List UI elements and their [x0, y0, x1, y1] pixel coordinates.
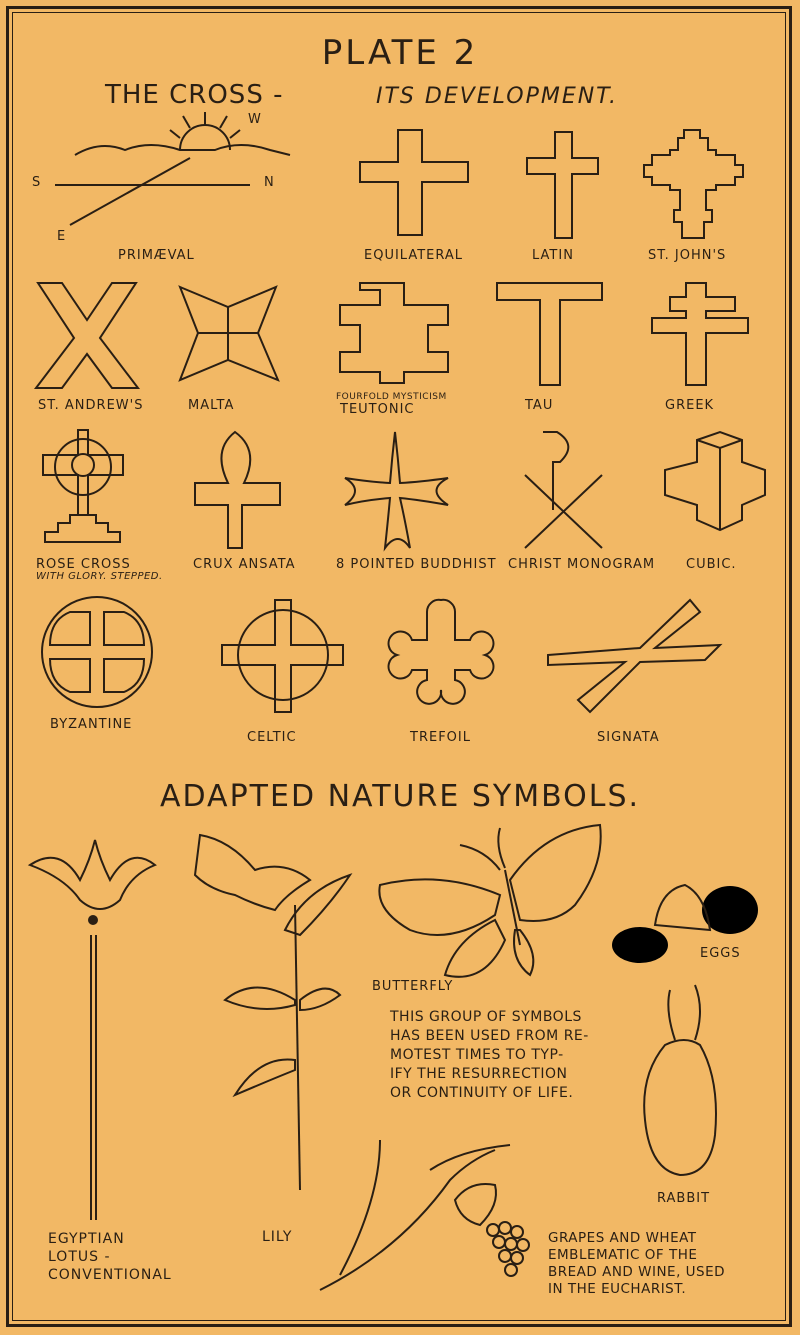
tau-cross — [497, 283, 602, 385]
label-cubic: CUBIC. — [686, 557, 737, 572]
resurrection-paragraph — [390, 1008, 640, 1103]
label-crux-ansata: CRUX ANSATA — [193, 557, 296, 572]
label-trefoil: TREFOIL — [410, 730, 471, 745]
label-teutonic: TEUTONIC — [340, 402, 415, 417]
label-tau: TAU — [525, 398, 554, 413]
label-eggs: EGGS — [700, 946, 741, 961]
byzantine-cross — [42, 597, 152, 707]
paragraph-line: THIS GROUP OF SYMBOLS — [390, 1009, 582, 1025]
label-lotus — [48, 1230, 172, 1284]
plate-subtitle-italic: ITS DEVELOPMENT. — [376, 84, 618, 109]
label-buddhist: 8 POINTED BUDDHIST — [336, 557, 497, 572]
lotus-line: CONVENTIONAL — [48, 1267, 172, 1283]
label-latin: LATIN — [532, 248, 574, 263]
malta-cross — [180, 287, 278, 380]
label-malta: MALTA — [188, 398, 235, 413]
paragraph-line: MOTEST TIMES TO TYP- — [390, 1047, 564, 1063]
nature-heading: ADAPTED NATURE SYMBOLS. — [159, 779, 641, 814]
label-byzantine: BYZANTINE — [50, 717, 133, 732]
label-rose-cross-note: WITH GLORY. STEPPED. — [36, 571, 163, 582]
rabbit-drawing — [644, 985, 716, 1175]
celtic-cross — [222, 600, 343, 712]
label-teutonic-note: FOURFOLD MYSTICISM — [336, 392, 447, 402]
compass-e: E — [57, 229, 67, 244]
label-butterfly: BUTTERFLY — [372, 979, 454, 994]
christ-monogram — [525, 432, 602, 548]
equilateral-cross — [360, 130, 468, 235]
butterfly-drawing — [379, 825, 600, 977]
lotus-line: LOTUS - — [48, 1249, 111, 1265]
label-equilateral: EQUILATERAL — [364, 248, 464, 263]
label-signata: SIGNATA — [597, 730, 660, 745]
latin-cross — [527, 132, 598, 238]
paragraph-line: HAS BEEN USED FROM RE- — [390, 1028, 589, 1044]
compass-w: W — [248, 112, 262, 127]
lily-drawing — [195, 835, 350, 1190]
lotus-drawing — [30, 840, 155, 1220]
note-line: IN THE EUCHARIST. — [548, 1281, 687, 1297]
paragraph-line: IFY THE RESURRECTION — [390, 1066, 568, 1082]
label-st-johns: ST. JOHN'S — [648, 248, 727, 263]
label-christ-monogram: CHRIST MONOGRAM — [508, 557, 656, 572]
primaeval-illustration — [55, 112, 290, 225]
note-line: EMBLEMATIC OF THE — [548, 1247, 698, 1263]
label-lily: LILY — [262, 1229, 293, 1245]
signata-cross — [548, 600, 720, 712]
buddhist-cross — [345, 432, 448, 548]
compass-s: S — [32, 175, 42, 190]
label-celtic: CELTIC — [247, 730, 297, 745]
greek-cross — [652, 283, 748, 385]
plate-title: PLATE 2 — [321, 33, 479, 73]
note-line: GRAPES AND WHEAT — [548, 1230, 697, 1246]
st-andrews-cross — [36, 283, 138, 388]
label-rabbit: RABBIT — [657, 1191, 711, 1206]
label-primaeval: PRIMÆVAL — [118, 248, 195, 263]
compass-n: N — [264, 175, 275, 190]
grapes-note — [548, 1230, 788, 1298]
note-line: BREAD AND WINE, USED — [548, 1264, 726, 1280]
grapes-wheat-drawing — [320, 1140, 529, 1290]
cubic-cross — [665, 432, 765, 530]
crux-ansata — [195, 432, 280, 548]
label-greek: GREEK — [665, 398, 715, 413]
st-johns-cross — [644, 130, 743, 238]
paragraph-line: OR CONTINUITY OF LIFE. — [390, 1085, 574, 1101]
plate-subtitle: THE CROSS - — [105, 80, 284, 110]
label-st-andrews: ST. ANDREW'S — [38, 398, 144, 413]
label-rose-cross: ROSE CROSS — [36, 557, 131, 572]
teutonic-cross — [340, 283, 448, 383]
lotus-line: EGYPTIAN — [48, 1231, 125, 1247]
rose-cross — [43, 430, 123, 542]
trefoil-cross — [389, 600, 494, 704]
